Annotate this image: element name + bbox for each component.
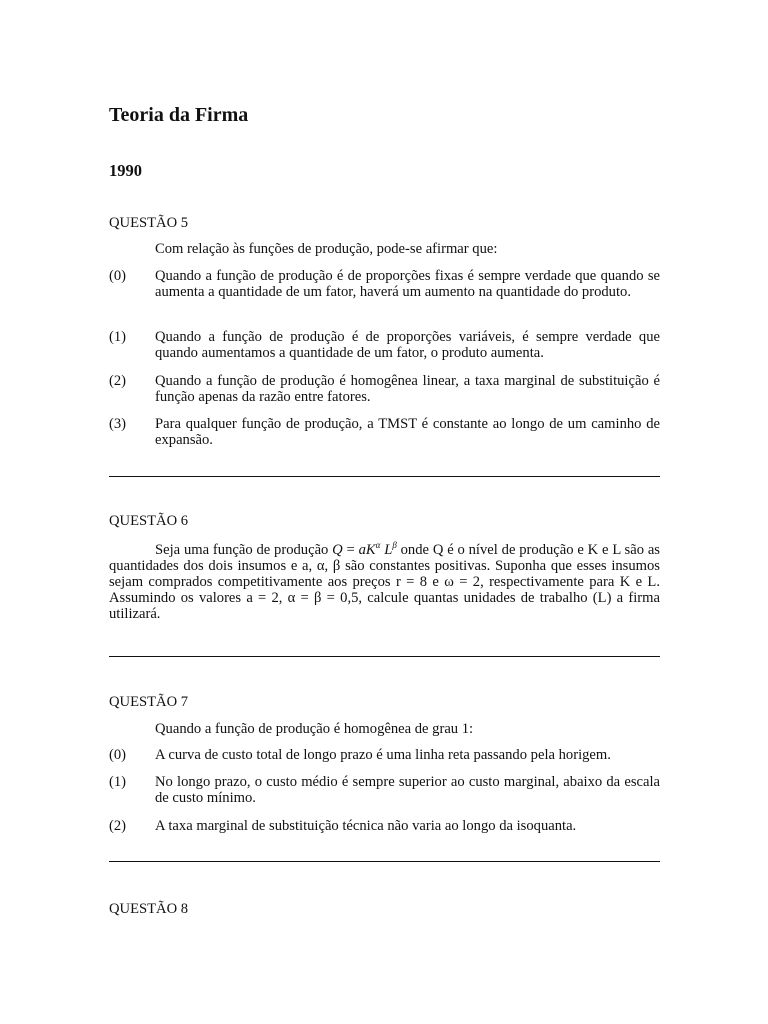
page-title: Teoria da Firma — [109, 104, 249, 126]
question-6-text — [109, 542, 660, 622]
question-6-heading: QUESTÃO 6 — [109, 513, 189, 529]
formula-l: L — [384, 542, 393, 558]
section-divider — [109, 476, 660, 477]
item-number: (2) — [109, 818, 127, 834]
item-text: Quando a função de produção é homogênea linear, a taxa marginal de substituição é função apenas da razão entre fatores. — [155, 373, 660, 405]
item-text: No longo prazo, o custo médio é sempre superior ao custo marginal, abaixo da escala de custo mínimo. — [155, 774, 660, 806]
item-number: (3) — [109, 416, 127, 432]
section-year: 1990 — [109, 161, 142, 180]
question-5-heading: QUESTÃO 5 — [109, 215, 189, 231]
question-6-text-before: Seja uma função de produção — [155, 542, 329, 558]
question-5-intro: Com relação às funções de produção, pode-se afirmar que: — [155, 241, 498, 257]
item-text: Quando a função de produção é de proporções fixas é sempre verdade que quando se aumenta a quantidade de um fator, haverá um aumento na quantidade do produto. — [155, 268, 660, 300]
question-6-text-after: onde Q é o nível de produção e K e L são as quantidades dos dois insumos e a, α, β são constantes positivas. Suponha que esses insumos sejam comprados competitivamente aos preços r = 8 e ω = 2, respectivamente para K e L. Assumindo os valores a = 2, α = β = 0,5, calcule quantas unidades de trabalho (L) a firma utilizará. — [109, 542, 660, 622]
item-number: (0) — [109, 268, 127, 284]
formula-alpha-exponent: α — [375, 540, 381, 550]
question-7-heading: QUESTÃO 7 — [109, 694, 189, 710]
item-number: (1) — [109, 774, 127, 790]
item-text: A curva de custo total de longo prazo é uma linha reta passando pela horigem. — [155, 747, 611, 763]
item-number: (1) — [109, 329, 127, 345]
question-7-intro: Quando a função de produção é homogênea de grau 1: — [155, 721, 474, 737]
formula-k: K — [365, 542, 376, 558]
formula-a: a — [358, 542, 366, 558]
formula-q: Q — [332, 542, 343, 558]
item-text: A taxa marginal de substituição técnica não varia ao longo da isoquanta. — [155, 818, 577, 834]
section-divider — [109, 656, 660, 657]
item-number: (2) — [109, 373, 127, 389]
formula-equals: = — [342, 542, 359, 558]
question-8-heading: QUESTÃO 8 — [109, 901, 189, 917]
section-divider — [109, 861, 660, 862]
item-text: Para qualquer função de produção, a TMST é constante ao longo de um caminho de expansão. — [155, 416, 660, 448]
item-number: (0) — [109, 747, 127, 763]
item-text: Quando a função de produção é de proporções variáveis, é sempre verdade que quando aumentamos a quantidade de um fator, o produto aumenta. — [155, 329, 660, 361]
production-function-formula — [332, 542, 397, 558]
formula-beta-exponent: β — [392, 540, 397, 550]
